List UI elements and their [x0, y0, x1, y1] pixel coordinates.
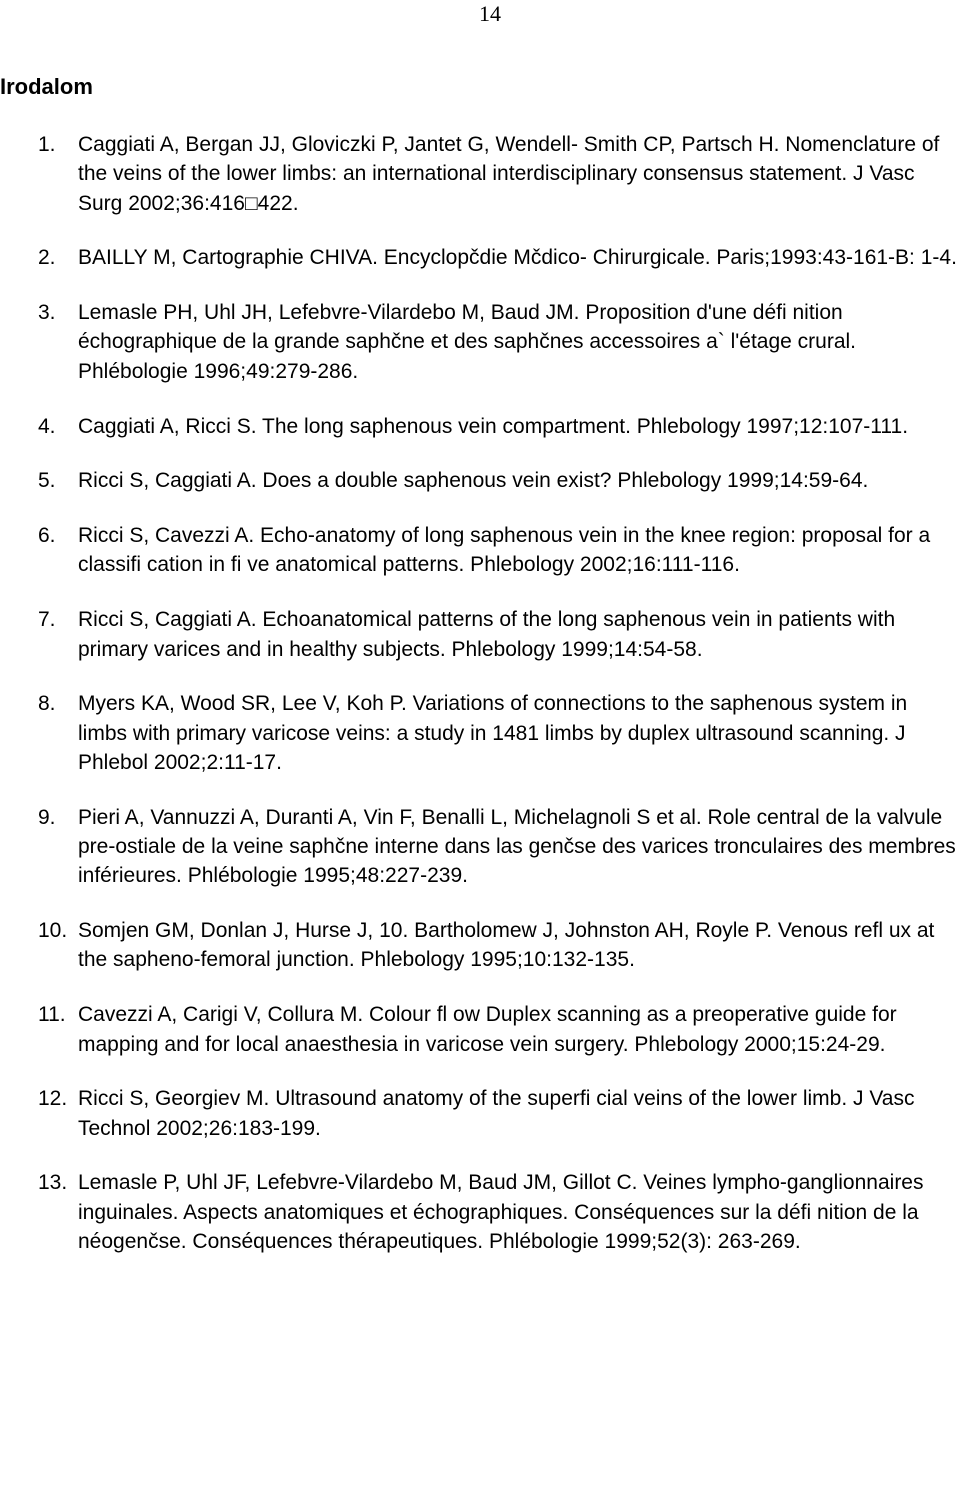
reference-text: Ricci S, Caggiati A. Does a double saphenous vein exist? Phlebology 1999;14:59-64.	[78, 469, 869, 493]
reference-item	[0, 803, 960, 891]
reference-item	[0, 1084, 960, 1143]
reference-number: 12.	[38, 1087, 68, 1111]
reference-item	[0, 1168, 960, 1256]
reference-text: Pieri A, Vannuzzi A, Duranti A, Vin F, Benalli L, Michelagnoli S et al. Role central de la valvule pre-ostiale de la veine saphčne interne dans las genčse des varices tronculaires des membres inférieures. Phlébologie 1995;48:227-239.	[78, 805, 956, 888]
reference-item	[0, 243, 960, 272]
reference-number: 11.	[38, 1003, 66, 1027]
reference-text: Ricci S, Caggiati A. Echoanatomical patterns of the long saphenous vein in patients with primary varices and in healthy subjects. Phlebology 1999;14:54-58.	[78, 608, 896, 661]
reference-text: Somjen GM, Donlan J, Hurse J, 10. Bartholomew J, Johnston AH, Royle P. Venous refl ux at the sapheno-femoral junction. Phlebology 1995;10:132-135.	[78, 919, 935, 972]
reference-number: 5.	[38, 469, 56, 493]
reference-text: Ricci S, Georgiev M. Ultrasound anatomy of the superfi cial veins of the lower limb. J Vasc Technol 2002;26:183-199.	[78, 1087, 915, 1140]
reference-number: 6.	[38, 524, 56, 548]
reference-item	[0, 130, 960, 218]
reference-number: 10.	[38, 919, 68, 943]
reference-number: 8.	[38, 692, 56, 716]
reference-item	[0, 521, 960, 580]
reference-text: Cavezzi A, Carigi V, Collura M. Colour fl ow Duplex scanning as a preoperative guide for mapping and for local anaesthesia in varicose vein surgery. Phlebology 2000;15:24-29.	[78, 1003, 897, 1056]
reference-text: Ricci S, Cavezzi A. Echo-anatomy of long saphenous vein in the knee region: proposal for a classifi cation in fi ve anatomical patterns. Phlebology 2002;16:111-116.	[78, 524, 931, 577]
reference-item	[0, 412, 960, 441]
reference-list	[0, 130, 960, 1282]
reference-number: 13.	[38, 1171, 68, 1195]
section-heading: Irodalom	[0, 74, 93, 99]
reference-item	[0, 605, 960, 664]
reference-text: Caggiati A, Ricci S. The long saphenous vein compartment. Phlebology 1997;12:107-111.	[78, 414, 909, 438]
reference-item	[0, 916, 960, 975]
reference-number: 1.	[38, 133, 56, 156]
reference-item	[0, 298, 960, 386]
reference-number: 2.	[38, 246, 56, 270]
reference-number: 9.	[38, 805, 56, 829]
reference-item	[0, 689, 960, 777]
page-number: 14	[479, 1, 501, 26]
reference-text: Lemasle P, Uhl JF, Lefebvre-Vilardebo M, Baud JM, Gillot C. Veines lympho-ganglionnaires inguinales. Aspects anatomiques et échographiques. Conséquences sur la défi nition de la néogenčse. Conséquences thérapeutiques. Phlébologie 1999;52(3): 263-269.	[78, 1171, 924, 1254]
reference-number: 3.	[38, 301, 56, 325]
reference-item	[0, 466, 960, 495]
reference-text: Myers KA, Wood SR, Lee V, Koh P. Variations of connections to the saphenous system in limbs with primary varicose veins: a study in 1481 limbs by duplex ultrasound scanning. J Phlebol 2002;2:11-17.	[78, 692, 908, 774]
reference-text: BAILLY M, Cartographie CHIVA. Encyclopčdie Mčdico- Chirurgicale. Paris;1993:43-161-B: 1-4.	[78, 246, 957, 270]
reference-number: 4.	[38, 414, 56, 438]
reference-text: Caggiati A, Bergan JJ, Gloviczki P, Jantet G, Wendell- Smith CP, Partsch H. Nomenclature of the veins of the lower limbs: an international interdisciplinary consensus statement. J Vasc Surg 2002;36:416□422.	[78, 133, 940, 215]
reference-item	[0, 1000, 960, 1059]
reference-number: 7.	[38, 608, 56, 632]
reference-text: Lemasle PH, Uhl JH, Lefebvre-Vilardebo M, Baud JM. Proposition d'une défi nition échographique de la grande saphčne et des saphčnes accessoires a` l'étage crural. Phlébologie 1996;49:279-286.	[78, 301, 857, 383]
